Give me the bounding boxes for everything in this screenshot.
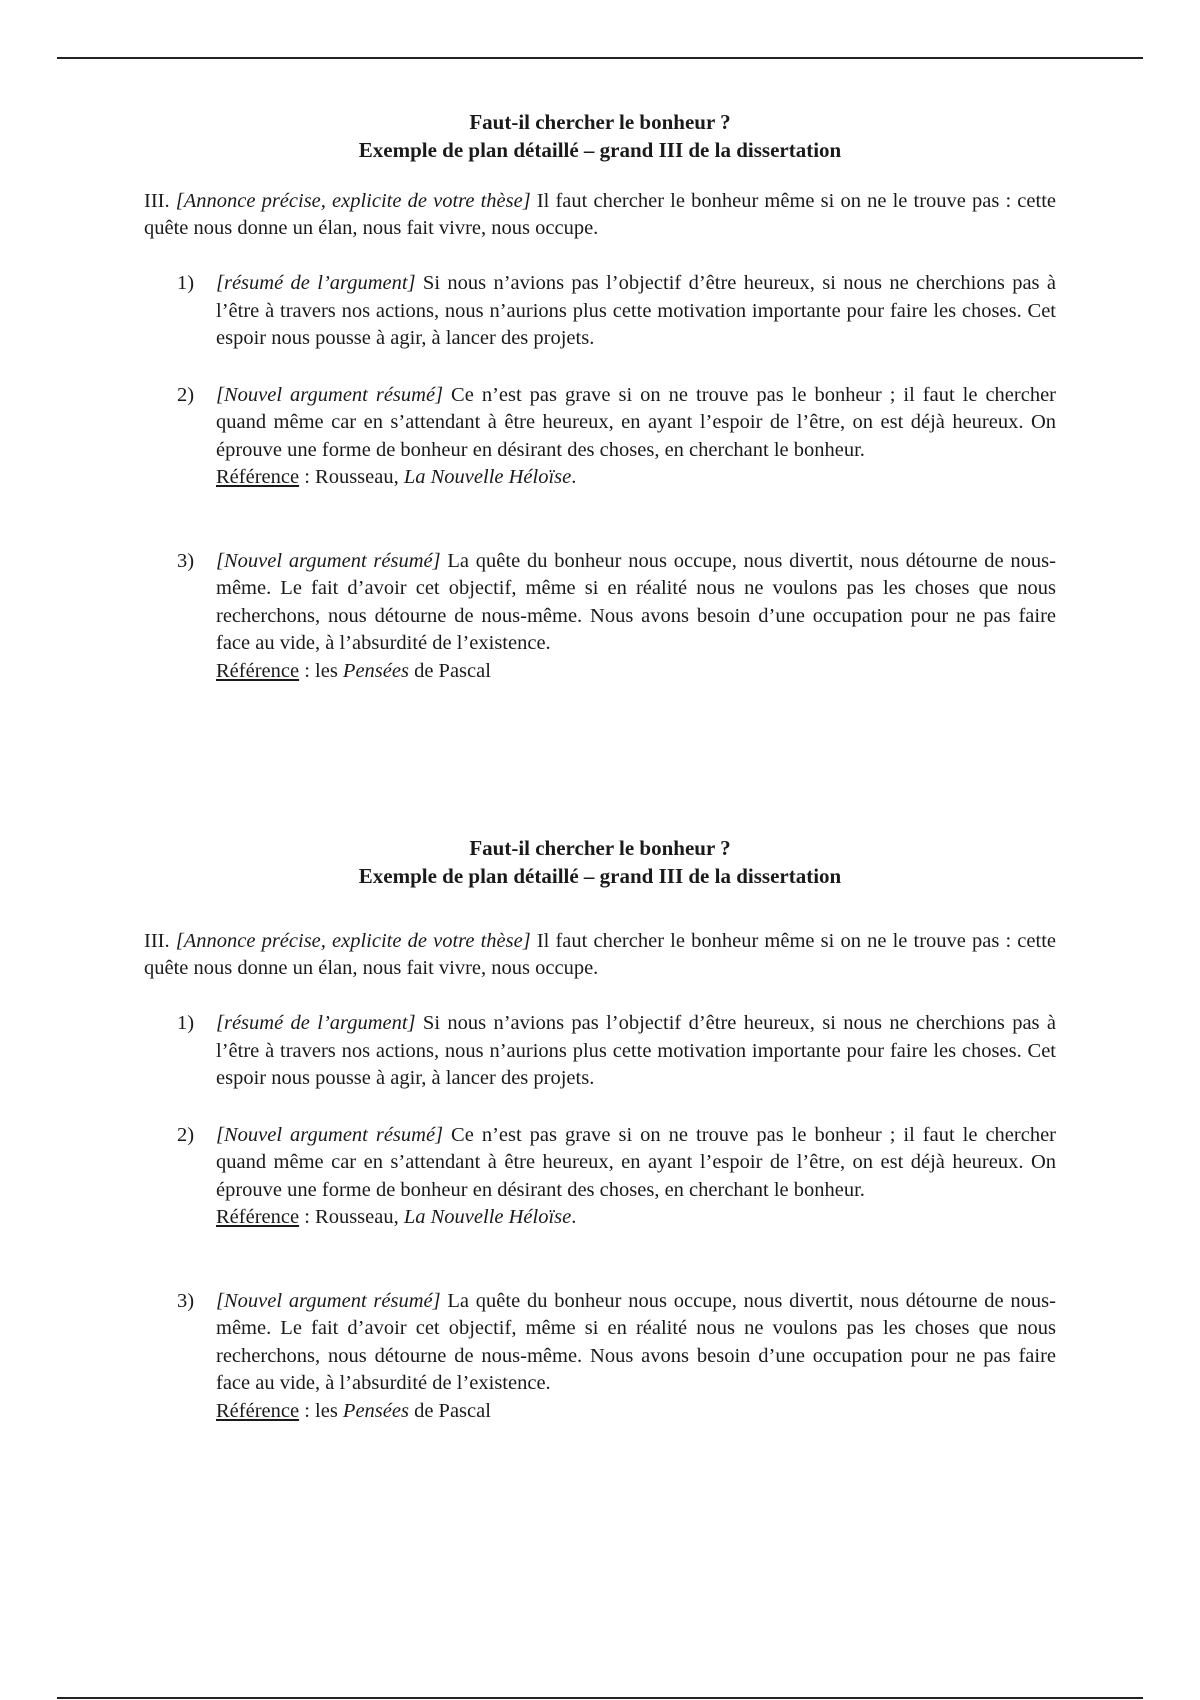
argument-list	[144, 270, 1056, 685]
reference-work: La Nouvelle Héloïse	[403, 466, 572, 488]
argument-number: 2)	[177, 1123, 195, 1146]
argument-bracket: [résumé de l’argument]	[216, 272, 416, 294]
argument-bracket: [Nouvel argument résumé]	[216, 549, 441, 572]
reference-sep: : les	[299, 1399, 343, 1422]
argument-bracket: [Nouvel argument résumé]	[216, 1123, 444, 1146]
argument-text: La quête du bonheur nous occupe, nous divertit, nous détourne de nous-même. Le fait d’avoir cet objectif, même si en réalité nous ne voulons pas les choses que nous recherchons, nous détourne de nous-même. Nous avons besoin d’une occupation pour ne pas faire face au vide, à l’absurdité de l’existence.	[216, 549, 1056, 654]
argument-number: 1)	[177, 1012, 195, 1034]
plan-section-2	[144, 834, 1056, 1425]
reference-end: de Pascal	[408, 659, 491, 682]
title-line-2: Exemple de plan détaillé – grand III de la dissertation	[358, 138, 842, 162]
thesis-prefix: III.	[144, 190, 176, 212]
argument-number: 3)	[177, 1289, 195, 1312]
argument-text: La quête du bonheur nous occupe, nous divertit, nous détourne de nous-même. Le fait d’avoir cet objectif, même si en réalité nous ne voulons pas les choses que nous recherchons, nous détourne de nous-même. Nous avons besoin d’une occupation pour ne pas faire face au vide, à l’absurdité de l’existence.	[216, 1289, 1056, 1394]
argument-number: 1)	[177, 272, 195, 294]
title-line-2: Exemple de plan détaillé – grand III de la dissertation	[358, 864, 842, 888]
reference-line	[216, 1398, 1056, 1426]
argument-text: Si nous n’avions pas l’objectif d’être heureux, si nous ne cherchions pas à l’être à travers nos actions, nous n’aurions plus cette motivation importante pour faire les choses. Cet espoir nous pousse à agir, à lancer des projets.	[216, 272, 1056, 349]
thesis-prefix: III.	[144, 930, 176, 952]
title-line-1: Faut-il chercher le bonheur ?	[469, 836, 731, 860]
argument-item	[144, 548, 1056, 686]
reference-line	[216, 464, 1056, 492]
argument-bracket: [Nouvel argument résumé]	[216, 1289, 441, 1312]
argument-text: Ce n’est pas grave si on ne trouve pas le bonheur ; il faut le chercher quand même car en s’attendant à être heureux, en ayant l’espoir de l’être, on est déjà heureux. On éprouve une forme de bonheur en désirant des choses, en cherchant le bonheur.	[216, 1123, 1056, 1201]
reference-line	[216, 658, 1056, 686]
reference-label: Référence	[216, 1399, 300, 1422]
reference-label: Référence	[216, 466, 300, 488]
thesis-paragraph	[144, 928, 1056, 982]
argument-bracket: [résumé de l’argument]	[216, 1012, 416, 1034]
title-line-1: Faut-il chercher le bonheur ?	[469, 110, 731, 134]
thesis-paragraph	[144, 188, 1056, 242]
reference-line	[216, 1204, 1056, 1232]
reference-end: de Pascal	[408, 1399, 491, 1422]
thesis-bracket: [Annonce précise, explicite de votre thèse]	[175, 190, 531, 212]
reference-sep: : Rousseau,	[299, 466, 404, 488]
document-title	[144, 834, 1056, 890]
argument-number: 2)	[177, 383, 195, 406]
argument-bracket: [Nouvel argument résumé]	[216, 383, 444, 406]
argument-number: 3)	[177, 549, 195, 572]
thesis-bracket: [Annonce précise, explicite de votre thèse]	[175, 930, 531, 952]
reference-label: Référence	[216, 1206, 300, 1228]
argument-text: Ce n’est pas grave si on ne trouve pas le bonheur ; il faut le chercher quand même car en s’attendant à être heureux, en ayant l’espoir de l’être, on est déjà heureux. On éprouve une forme de bonheur en désirant des choses, en cherchant le bonheur.	[216, 383, 1056, 461]
plan-section-1	[144, 108, 1056, 685]
argument-list	[144, 1010, 1056, 1425]
reference-work: La Nouvelle Héloïse	[403, 1206, 572, 1228]
reference-sep: : les	[299, 659, 343, 682]
reference-label: Référence	[216, 659, 300, 682]
reference-work: Pensées	[342, 1399, 409, 1422]
reference-end: .	[571, 466, 577, 488]
argument-item	[144, 1288, 1056, 1426]
bottom-rule	[57, 1697, 1143, 1699]
argument-item	[144, 382, 1056, 492]
reference-sep: : Rousseau,	[299, 1206, 404, 1228]
argument-item	[144, 270, 1056, 353]
document-title	[144, 108, 1056, 164]
argument-item	[144, 1122, 1056, 1232]
thesis-text: Il faut chercher le bonheur même si on ne le trouve pas : cette quête nous donne un élan, nous fait vivre, nous occupe.	[144, 930, 1056, 979]
argument-text: Si nous n’avions pas l’objectif d’être heureux, si nous ne cherchions pas à l’être à travers nos actions, nous n’aurions plus cette motivation importante pour faire les choses. Cet espoir nous pousse à agir, à lancer des projets.	[216, 1012, 1056, 1089]
argument-item	[144, 1010, 1056, 1093]
reference-end: .	[571, 1206, 577, 1228]
reference-work: Pensées	[342, 659, 409, 682]
top-rule	[57, 57, 1143, 59]
thesis-text: Il faut chercher le bonheur même si on ne le trouve pas : cette quête nous donne un élan, nous fait vivre, nous occupe.	[144, 190, 1056, 239]
